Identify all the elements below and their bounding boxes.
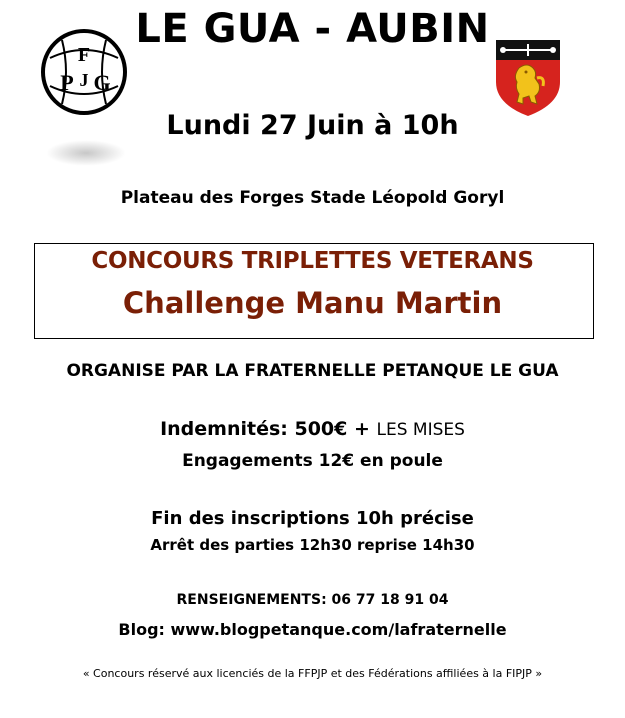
competition-type: CONCOURS TRIPLETTES VETERANS	[91, 248, 534, 274]
event-date: Lundi 27 Juin à 10h	[166, 110, 459, 141]
logo-letter-p: P	[60, 70, 74, 95]
logo-shadow	[46, 140, 126, 166]
schedule-line: Arrêt des parties 12h30 reprise 14h30	[150, 536, 475, 554]
logo-letter-f: F	[77, 44, 91, 66]
engagements-line: Engagements 12€ en poule	[182, 451, 443, 471]
registration-end-line: Fin des inscriptions 10h précise	[151, 508, 474, 529]
fpjg-club-logo-icon	[40, 28, 128, 116]
logo-letter-j: J	[79, 70, 89, 90]
coat-of-arms-icon	[493, 38, 563, 118]
blog-link[interactable]: Blog: www.blogpetanque.com/lafraternelle	[118, 620, 507, 639]
logo-letter-g: G	[93, 70, 111, 95]
event-venue: Plateau des Forges Stade Léopold Goryl	[120, 188, 505, 208]
contact-phone-line: RENSEIGNEMENTS: 06 77 18 91 04	[176, 592, 449, 608]
challenge-name: Challenge Manu Martin	[122, 286, 503, 320]
mises-text: LES MISES	[376, 420, 465, 440]
organiser-line: ORGANISE PAR LA FRATERNELLE PETANQUE LE GUA	[66, 361, 559, 381]
footer-note: « Concours réservé aux licenciés de la FFPJP et des Fédérations affiliées à la FIPJP »	[82, 667, 543, 680]
page-title: LE GUA - AUBIN	[135, 6, 490, 52]
indemnites-line	[0, 418, 625, 440]
indemnites-amount: Indemnités: 500€ +	[160, 418, 370, 440]
